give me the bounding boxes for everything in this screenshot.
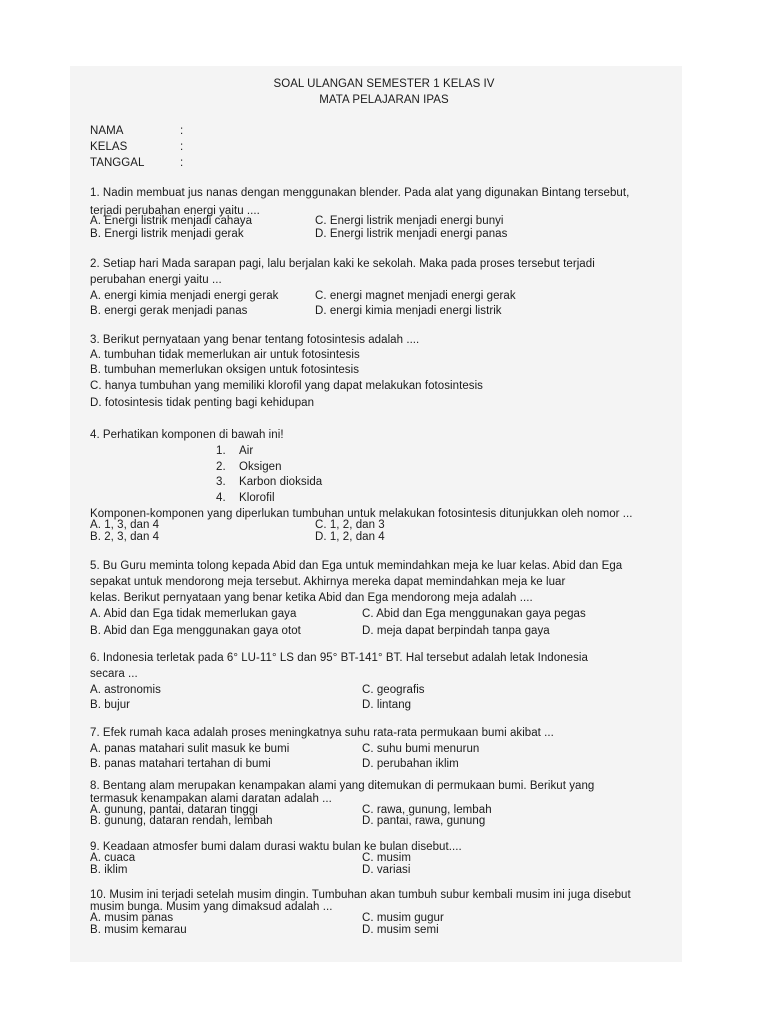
question-10-option-a: A. musim panas: [90, 912, 174, 924]
question-4-list-num-1: 1.: [216, 445, 226, 457]
question-9-option-c: C. musim: [362, 852, 411, 864]
question-10-option-c: C. musim gugur: [362, 912, 444, 924]
identity-colon-tanggal: :: [180, 157, 184, 169]
identity-label-nama: NAMA: [90, 125, 124, 137]
question-10-option-d: D. musim semi: [362, 924, 439, 936]
question-3-option-d: D. fotosintesis tidak penting bagi kehidupan: [90, 397, 315, 409]
question-5-option-c: C. Abid dan Ega menggunakan gaya pegas: [362, 608, 586, 620]
question-8-text-cont: termasuk kenampakan alami daratan adalah ...: [90, 793, 332, 805]
question-1-text-cont: terjadi perubahan energi yaitu ....: [90, 205, 260, 217]
question-9-text: 9. Keadaan atmosfer bumi dalam durasi waktu bulan ke bulan disebut....: [90, 841, 462, 853]
question-8-option-b: B. gunung, dataran rendah, lembah: [90, 815, 273, 827]
identity-colon-kelas: :: [180, 141, 184, 153]
question-4-list-num-3: 3.: [216, 476, 226, 488]
question-5-text-cont-1: sepakat untuk mendorong meja tersebut. Akhirnya mereka dapat memindahkan meja ke luar: [90, 576, 566, 588]
question-4-list-num-2: 2.: [216, 461, 226, 473]
identity-label-tanggal: TANGGAL: [90, 157, 145, 169]
question-1-option-c: C. Energi listrik menjadi energi bunyi: [315, 215, 504, 227]
question-4-list-item-4: Klorofil: [239, 492, 275, 504]
question-1-option-b: B. Energi listrik menjadi gerak: [90, 228, 244, 240]
question-1-option-d: D. Energi listrik menjadi energi panas: [315, 228, 508, 240]
question-3-text: 3. Berikut pernyataan yang benar tentang fotosintesis adalah ....: [90, 334, 420, 346]
question-3-option-a: A. tumbuhan tidak memerlukan air untuk fotosintesis: [90, 349, 360, 361]
question-2-option-a: A. energi kimia menjadi energi gerak: [90, 290, 279, 302]
question-10-text-cont: musim bunga. Musim yang dimaksud adalah ...: [90, 901, 333, 913]
question-2-option-b: B. energi gerak menjadi panas: [90, 305, 248, 317]
question-9-option-b: B. iklim: [90, 864, 128, 876]
question-7-option-c: C. suhu bumi menurun: [362, 743, 480, 755]
question-2-text-cont: perubahan energi yaitu ...: [90, 274, 222, 286]
question-7-option-b: B. panas matahari tertahan di bumi: [90, 758, 271, 770]
question-6-text-cont: secara ...: [90, 668, 138, 680]
question-6-option-c: C. geografis: [362, 684, 425, 696]
question-6-text: 6. Indonesia terletak pada 6° LU-11° LS dan 95° BT-141° BT. Hal tersebut adalah letak Indonesia: [90, 652, 588, 664]
question-8-option-a: A. gunung, pantai, dataran tinggi: [90, 804, 258, 816]
question-7-text: 7. Efek rumah kaca adalah proses meningkatnya suhu rata-rata permukaan bumi akibat ...: [90, 727, 554, 739]
question-8-option-c: C. rawa, gunung, lembah: [362, 804, 492, 816]
question-4-text: 4. Perhatikan komponen di bawah ini!: [90, 429, 284, 441]
question-10-text: 10. Musim ini terjadi setelah musim dingin. Tumbuhan akan tumbuh subur kembali musim ini juga disebut: [90, 889, 631, 901]
question-9-option-a: A. cuaca: [90, 852, 136, 864]
question-4-option-a: A. 1, 3, dan 4: [90, 519, 160, 531]
question-2-text: 2. Setiap hari Mada sarapan pagi, lalu berjalan kaki ke sekolah. Maka pada proses tersebut terjadi: [90, 258, 595, 270]
question-9-option-d: D. variasi: [362, 864, 411, 876]
question-5-text-cont-2: kelas. Berikut pernyataan yang benar ketika Abid dan Ega mendorong meja adalah ....: [90, 592, 533, 604]
question-5-option-a: A. Abid dan Ega tidak memerlukan gaya: [90, 608, 297, 620]
question-5-text: 5. Bu Guru meminta tolong kepada Abid dan Ega untuk memindahkan meja ke luar kelas. Abid dan Ega: [90, 560, 623, 572]
document-title: SOAL ULANGAN SEMESTER 1 KELAS IV: [273, 78, 495, 90]
identity-label-kelas: KELAS: [90, 141, 128, 153]
question-2-option-c: C. energi magnet menjadi energi gerak: [315, 290, 516, 302]
question-1-option-a: A. Energi listrik menjadi cahaya: [90, 215, 253, 227]
question-5-option-b: B. Abid dan Ega menggunakan gaya otot: [90, 625, 301, 637]
question-4-list-num-4: 4.: [216, 492, 226, 504]
question-3-option-c: C. hanya tumbuhan yang memiliki klorofil yang dapat melakukan fotosintesis: [90, 380, 483, 392]
question-2-option-d: D. energi kimia menjadi energi listrik: [315, 305, 502, 317]
question-4-list-item-3: Karbon dioksida: [239, 476, 323, 488]
question-8-option-d: D. pantai, rawa, gunung: [362, 815, 486, 827]
question-1-text: 1. Nadin membuat jus nanas dengan menggunakan blender. Pada alat yang digunakan Bintang tersebut,: [90, 187, 630, 199]
question-4-option-b: B. 2, 3, dan 4: [90, 531, 160, 543]
question-4-list-item-1: Air: [239, 445, 254, 457]
question-10-option-b: B. musim kemarau: [90, 924, 187, 936]
document-subtitle: MATA PELAJARAN IPAS: [319, 94, 449, 106]
question-6-option-d: D. lintang: [362, 699, 412, 711]
identity-colon-nama: :: [180, 125, 184, 137]
question-7-option-d: D. perubahan iklim: [362, 758, 459, 770]
question-8-text: 8. Bentang alam merupakan kenampakan alami yang ditemukan di permukaan bumi. Berikut yang: [90, 780, 595, 792]
question-4-prompt: Komponen-komponen yang diperlukan tumbuhan untuk melakukan fotosintesis ditunjukkan oleh nomor ...: [90, 508, 633, 520]
question-6-option-b: B. bujur: [90, 699, 131, 711]
question-4-option-d: D. 1, 2, dan 4: [315, 531, 385, 543]
question-5-option-d: D. meja dapat berpindah tanpa gaya: [362, 625, 550, 637]
question-3-option-b: B. tumbuhan memerlukan oksigen untuk fotosintesis: [90, 364, 360, 376]
question-6-option-a: A. astronomis: [90, 684, 161, 696]
question-4-list-item-2: Oksigen: [239, 461, 282, 473]
question-7-option-a: A. panas matahari sulit masuk ke bumi: [90, 743, 290, 755]
question-4-option-c: C. 1, 2, dan 3: [315, 519, 385, 531]
